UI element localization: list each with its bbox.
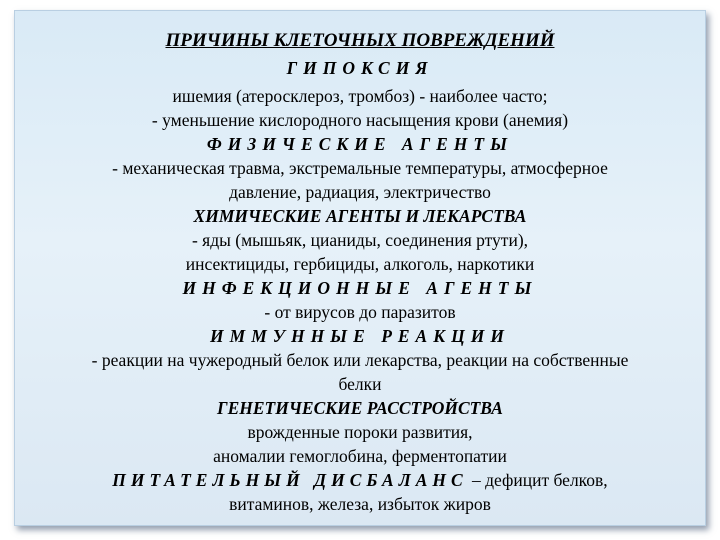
- nutritional-line-1: [0, 469, 720, 491]
- heading-chemical-agents: ХИМИЧЕСКИЕ АГЕНТЫ И ЛЕКАРСТВА: [193, 206, 527, 226]
- nutritional-line-2: витаминов, железа, избыток жиров: [229, 494, 491, 514]
- chemical-line-1: - яды (мышьяк, цианиды, соединения ртути),: [191, 230, 529, 250]
- hypoxia-line-2: - уменьшение кислородного насыщения крови (анемия): [151, 110, 569, 130]
- infectious-line-1: - от вирусов до паразитов: [264, 302, 456, 322]
- heading-immune-reactions: ИММУННЫЕ РЕАКЦИИ: [210, 326, 510, 346]
- physical-line-2: давление, радиация, электричество: [229, 182, 491, 202]
- chemical-line-2: инсектициды, гербициды, алкоголь, наркотики: [185, 254, 535, 274]
- genetic-line-1: врожденные пороки развития,: [247, 422, 473, 442]
- immune-line-1: - реакции на чужеродный белок или лекарства, реакции на собственные: [91, 350, 629, 370]
- heading-physical-agents: ФИЗИЧЕСКИЕ АГЕНТЫ: [206, 134, 514, 154]
- immune-line-2: белки: [338, 374, 382, 394]
- hypoxia-line-1: ишемия (атеросклероз, тромбоз) - наиболее часто;: [172, 86, 548, 106]
- nutritional-line-1-text: – дефицит белков,: [467, 470, 608, 490]
- physical-line-1: - механическая травма, экстремальные температуры, атмосферное: [112, 158, 608, 178]
- genetic-line-2: аномалии гемоглобина, ферментопатии: [213, 446, 507, 466]
- heading-genetic-disorders: ГЕНЕТИЧЕСКИЕ РАССТРОЙСТВА: [217, 398, 503, 418]
- heading-infectious-agents: ИНФЕКЦИОННЫЕ АГЕНТЫ: [182, 278, 538, 298]
- heading-hypoxia: ГИПОКСИЯ: [286, 58, 434, 78]
- slide-title: ПРИЧИНЫ КЛЕТОЧНЫХ ПОВРЕЖДЕНИЙ: [165, 30, 555, 51]
- heading-nutritional-imbalance: ПИТАТЕЛЬНЫЙ ДИСБАЛАНС: [112, 470, 468, 490]
